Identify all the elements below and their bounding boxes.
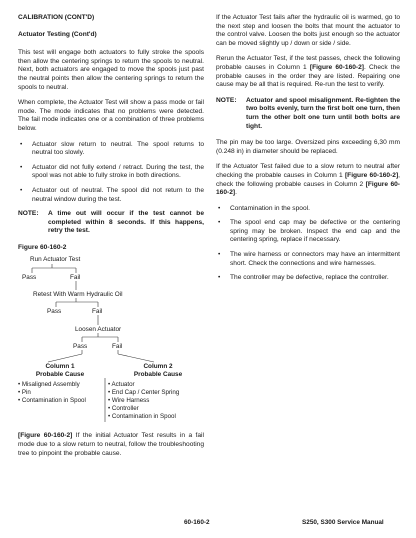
note — [18, 210, 204, 236]
paragraph: When complete, the Actuator Test will show a pass mode or fail mode. The mode indicates that no problems were detected. The fail mode indicates one or a combination of three problems below. — [18, 99, 204, 132]
right-column — [216, 14, 400, 289]
note — [216, 97, 400, 131]
flow-fail-1: Fail — [70, 274, 81, 282]
flow-fail-2: Fail — [92, 308, 103, 316]
column-2-subtitle: Probable Cause — [133, 371, 183, 379]
column-2-item: • End Cap / Center Spring — [108, 389, 180, 397]
troubleshooting-flowchart — [18, 254, 204, 424]
flow-pass-3: Pass — [73, 343, 88, 351]
column-1-subtitle: Probable Cause — [35, 371, 85, 379]
column-1-title: Column 1 — [45, 363, 75, 371]
column-2-item: • Actuator — [108, 381, 135, 389]
list-item: • The spool end cap may be defective or the centering spring may be broken. Inspect the end cap and the centering spring, replace if necessary. — [216, 219, 400, 245]
figure-reference: [Figure 60-160-2] — [18, 432, 73, 440]
list-item: • Actuator out of neutral. The spool did not return to the neutral window during the test. — [18, 187, 204, 204]
figure-label: Figure 60-160-2 — [18, 243, 67, 251]
paragraph: Rerun the Actuator Test, if the test passes, check the following probable causes in Column 1 [Figure 60-160-2]. Check the probable causes in the order they are listed. Repairing one cause may be all that is required. Re-run the test to verify. — [216, 55, 400, 89]
column-1-item: • Misaligned Assembly — [18, 381, 80, 389]
paragraph: This test will engage both actuators to fully stroke the spools then allow the centering springs to return the spools to neutral. Next, both actuators are engaged to move the spools just past the neutral points then allow the centering springs to return the spools to neutral. — [18, 49, 204, 91]
section-heading: CALIBRATION (CONT'D) — [18, 14, 95, 21]
manual-title: S250, S300 Service Manual — [302, 519, 384, 526]
column-1-item: • Pin — [18, 389, 31, 397]
column-2-title: Column 2 — [143, 363, 173, 371]
column-2-item: • Wire Harness — [108, 397, 150, 405]
note-text: Actuator and spool misalignment. Re-tighten the two bolts evenly, turn the first bolt one turn, then turn the other bolt one turn until both bolts are tight. — [246, 96, 400, 130]
note-label: NOTE: — [216, 96, 237, 104]
paragraph: If the Actuator Test fails after the hydraulic oil is warmed, go to the next step and loosen the bolts that mount the actuator to the control valve. Loosen the bolts just enough so the actuator can be moved slightly up / down or side / side. — [216, 14, 400, 47]
figure-reference: [Figure 60-160-2] — [344, 171, 399, 179]
flow-pass-2: Pass — [47, 308, 62, 316]
flow-step-retest-warm-oil: Retest With Warm Hydraulic Oil — [33, 291, 123, 299]
list-item: • Actuator did not fully extend / retract. During the test, the spool was not able to fully stroke in both directions. — [18, 164, 204, 181]
paragraph: The pin may be too large. Oversized pins exceeding 6,30 mm (0.248 in) in diameter should be replaced. — [216, 139, 400, 155]
paragraph: If the Actuator Test failed due to a slow return to neutral after checking the probable causes in Column 1 [Figure 60-160-2], check the following probable causes in Column 2 [Figure 60-160-2]. — [216, 163, 400, 197]
column-1-item: • Contamination in Spool — [18, 397, 86, 405]
flow-step-run-test: Run Actuator Test — [30, 256, 81, 264]
column-2-item: • Contamination in Spool — [108, 413, 176, 421]
left-column — [18, 14, 204, 465]
list-item: • Actuator slow return to neutral. The spool returns to neutral too slowly. — [18, 141, 204, 158]
figure-caption: [Figure 60-160-2] If the initial Actuator Test results in a fail mode due to a slow return to neutral, follow the troubleshooting tree to pinpoint the probable cause. — [18, 432, 204, 457]
flow-step-loosen-actuator: Loosen Actuator — [75, 326, 122, 334]
column-2-item: • Controller — [108, 405, 139, 413]
note-text: A time out will occur if the test cannot be completed within 8 seconds. If this happens, retry the test. — [48, 210, 204, 235]
figure-reference: [Figure 60-160-2] — [216, 180, 400, 197]
bullet-list — [216, 205, 400, 283]
flow-pass-1: Pass — [22, 274, 37, 282]
section-subheading: Actuator Testing (Cont'd) — [18, 30, 97, 38]
bullet-list — [18, 141, 204, 205]
list-item: • The controller may be defective, replace the controller. — [216, 274, 400, 283]
page-number: 60-160-2 — [184, 519, 210, 526]
figure-reference: [Figure 60-160-2] — [309, 63, 364, 71]
note-label: NOTE: — [18, 210, 39, 218]
list-item: • The wire harness or connectors may have an intermittent short. Check the connections and wire harnesses. — [216, 251, 400, 268]
flow-fail-3: Fail — [112, 343, 123, 351]
list-item: • Contamination in the spool. — [216, 205, 400, 214]
